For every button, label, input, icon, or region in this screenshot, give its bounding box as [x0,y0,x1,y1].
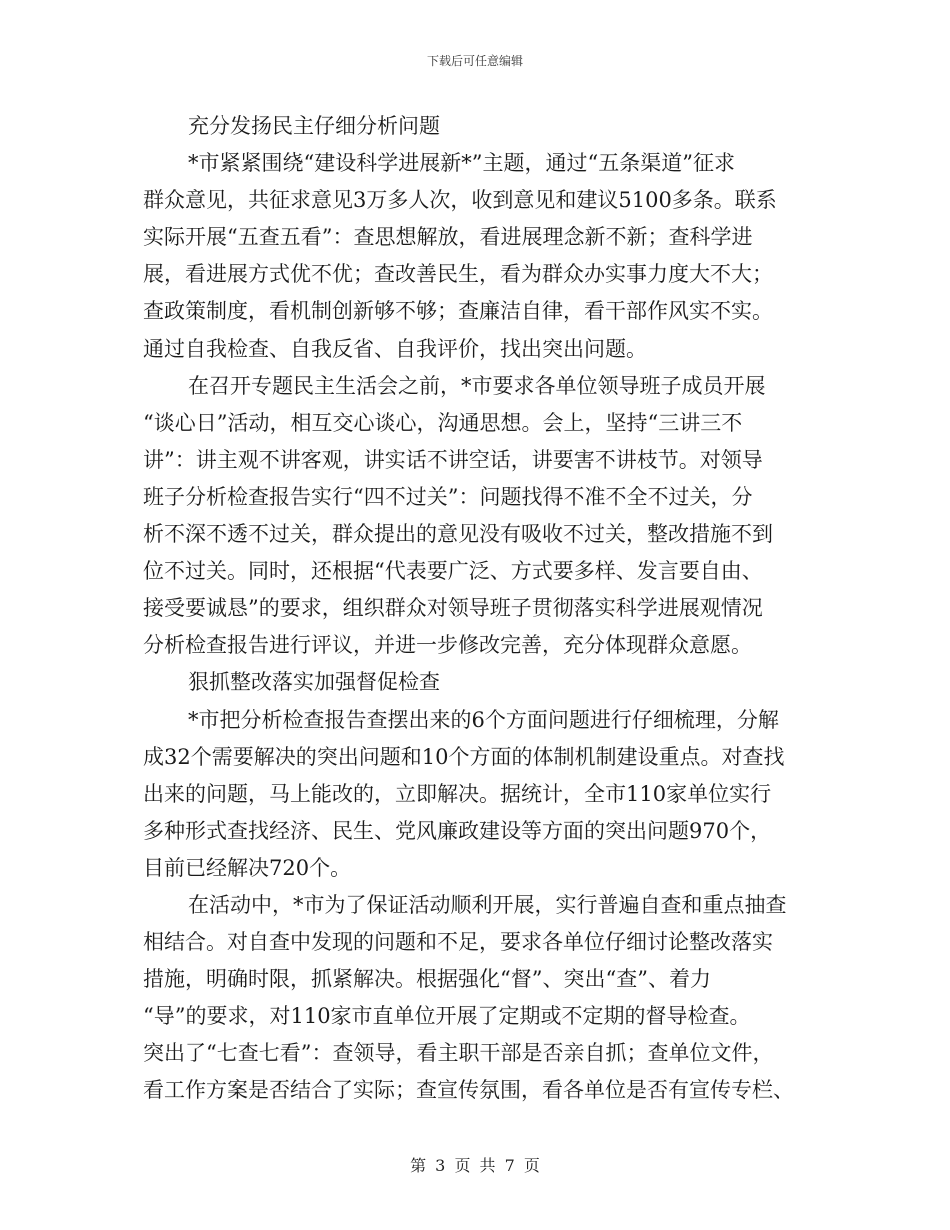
text-line: 措施，明确时限，抓紧解决。根据强化“督”、突出“查”、着力 [143,967,711,992]
text-line: 查政策制度，看机制创新够不够；查廉洁自律，看干部作风实不实。 [143,299,773,324]
text-line: 充分发扬民主仔细分析问题 [188,114,440,138]
page-header: 下载后可任意编辑 [426,54,523,68]
text-line: *市把分析检查报告查摆出来的6个方面问题进行仔细梳理，分解 [188,707,779,732]
text-line: 相结合。对自查中发现的问题和不足，要求各单位仔细讨论整改落实 [143,930,773,955]
text-line: 展，看进展方式优不优；查改善民生，看为群众办实事力度大不大； [143,262,773,287]
text-line: 班子分析检查报告实行“四不过关”：问题找得不准不全不过关，分 [143,484,753,509]
text-line: 看工作方案是否结合了实际；查宣传氛围，看各单位是否有宣传专栏、 [143,1078,794,1103]
text-line: 突出了“七查七看”：查领导，看主职干部是否亲自抓；查单位文件， [143,1041,774,1066]
text-line: 狠抓整改落实加强督促检查 [188,670,440,695]
text-line: 实际开展“五查五看”：查思想解放，看进展理念新不新；查科学进 [143,225,753,250]
text-line: 成32个需要解决的突出问题和10个方面的体制机制建设重点。对查找 [143,744,785,769]
text-line: 接受要诚恳”的要求，组织群众对领导班子贯彻落实科学进展观情况 [143,596,763,621]
text-line: 通过自我检查、自我反省、自我评价，找出突出问题。 [143,336,647,361]
text-line: 分析检查报告进行评议，并进一步修改完善，充分体现群众意愿。 [143,633,752,658]
text-line: 出来的问题，马上能改的，立即解决。据统计，全市110家单位实行 [143,781,772,806]
page-footer: 第 3 页 共 7 页 [410,1156,540,1175]
text-line: 多种形式查找经济、民生、党风廉政建设等方面的突出问题970个， [143,818,772,843]
text-line: 目前已经解决720个。 [143,855,352,880]
text-line: 在活动中，*市为了保证活动顺利开展，实行普遍自查和重点抽查 [188,892,787,917]
text-line: 析不深不透不过关，群众提出的意见没有吸收不过关，整改措施不到 [143,522,773,547]
document-body [143,108,811,1110]
text-line: 在召开专题民主生活会之前，*市要求各单位领导班子成员开展 [188,373,766,398]
text-line: 位不过关。同时，还根据“代表要广泛、方式要多样、发言要自由、 [143,559,763,584]
text-line: *市紧紧围绕“建设科学进展新*”主题，通过“五条渠道”征求 [188,151,735,176]
text-line: 群众意见，共征求意见3万多人次，收到意见和建议5100多条。联系 [143,188,777,213]
text-line: “导”的要求，对110家市直单位开展了定期或不定期的督导检查。 [143,1004,751,1029]
text-line: “谈心日”活动，相互交心谈心，沟通思想。会上，坚持“三讲三不 [143,410,743,435]
text-line: 讲”：讲主观不讲客观，讲实话不讲空话，讲要害不讲枝节。对领导 [143,447,763,472]
